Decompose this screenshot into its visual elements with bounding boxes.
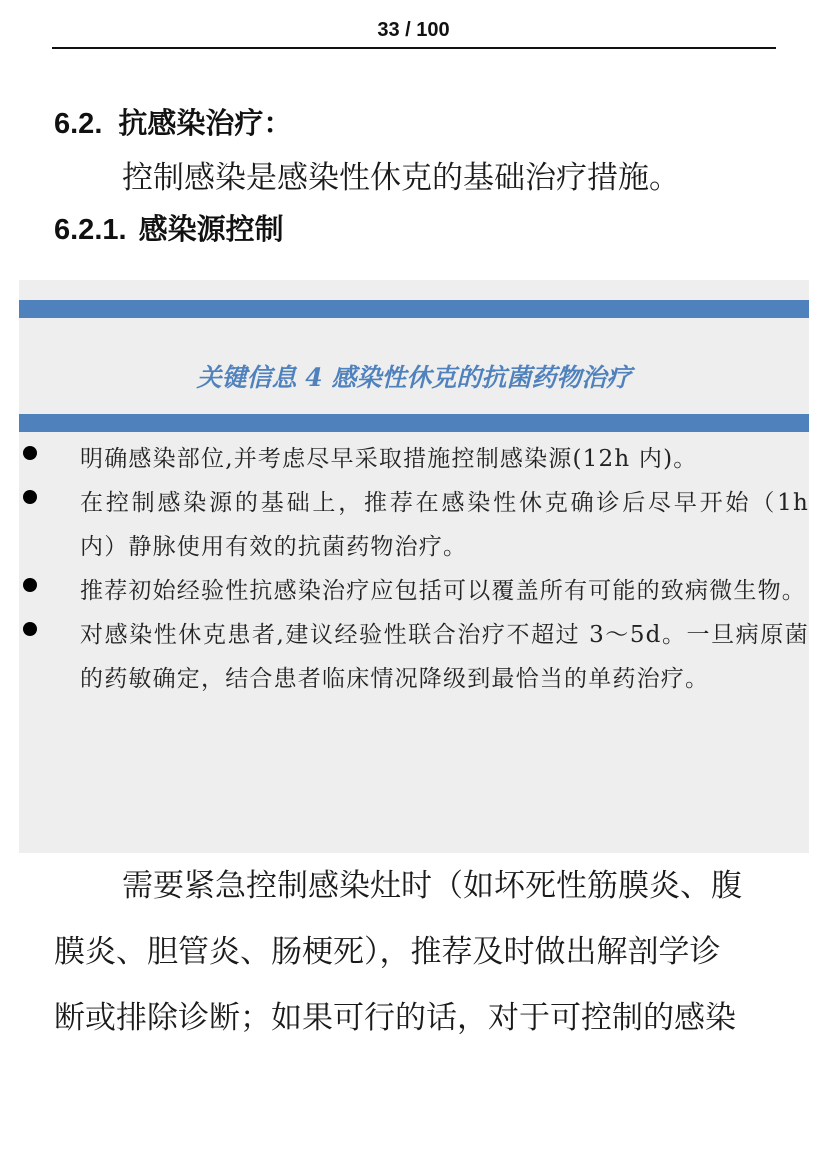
section-number: 6.2. xyxy=(54,108,103,140)
page-number: 33 / 100 xyxy=(377,19,450,41)
key-info-item xyxy=(19,569,809,613)
header-rule xyxy=(52,47,776,49)
key-info-item xyxy=(19,437,809,481)
section-intro: 控制感染是感染性休克的基础治疗措施。 xyxy=(122,160,680,196)
subsection-heading xyxy=(54,207,284,248)
subsection-number: 6.2.1. xyxy=(54,214,127,246)
key-info-item-text: 推荐初始经验性抗感染治疗应包括可以覆盖所有可能的致病微生物。 xyxy=(80,578,806,604)
key-info-item xyxy=(19,613,809,701)
bullet-icon xyxy=(23,578,37,592)
key-info-item-text: 在控制感染源的基础上，推荐在感染性休克确诊后尽早开始（1h 内）静脉使用有效的抗菌药物治疗。 xyxy=(80,490,809,560)
key-info-title: 关键信息 4 感染性休克的抗菌药物治疗 xyxy=(196,363,632,392)
bullet-icon xyxy=(23,622,37,636)
key-info-bottom-band xyxy=(19,414,809,432)
key-info-item-text: 明确感染部位,并考虑尽早采取措施控制感染源(12h 内)。 xyxy=(80,446,698,472)
subsection-title: 感染源控制 xyxy=(138,212,284,246)
bullet-icon xyxy=(23,490,37,504)
body-line: 膜炎、胆管炎、肠梗死），推荐及时做出解剖学诊 xyxy=(54,934,721,970)
section-title: 抗感染治疗： xyxy=(118,106,293,140)
body-line: 断或排除诊断；如果可行的话，对于可控制的感染 xyxy=(54,1000,736,1036)
key-info-item-text: 对感染性休克患者,建议经验性联合治疗不超过 3～5d。一旦病原菌的药敏确定，结合患者临床情况降级到最恰当的单药治疗。 xyxy=(80,622,809,692)
key-info-top-band xyxy=(19,300,809,318)
section-heading xyxy=(54,101,292,142)
key-info-box xyxy=(19,280,809,853)
body-line: 需要紧急控制感染灶时（如坏死性筋膜炎、腹 xyxy=(122,868,742,904)
key-info-list xyxy=(19,437,809,701)
bullet-icon xyxy=(23,446,37,460)
key-info-item xyxy=(19,481,809,569)
